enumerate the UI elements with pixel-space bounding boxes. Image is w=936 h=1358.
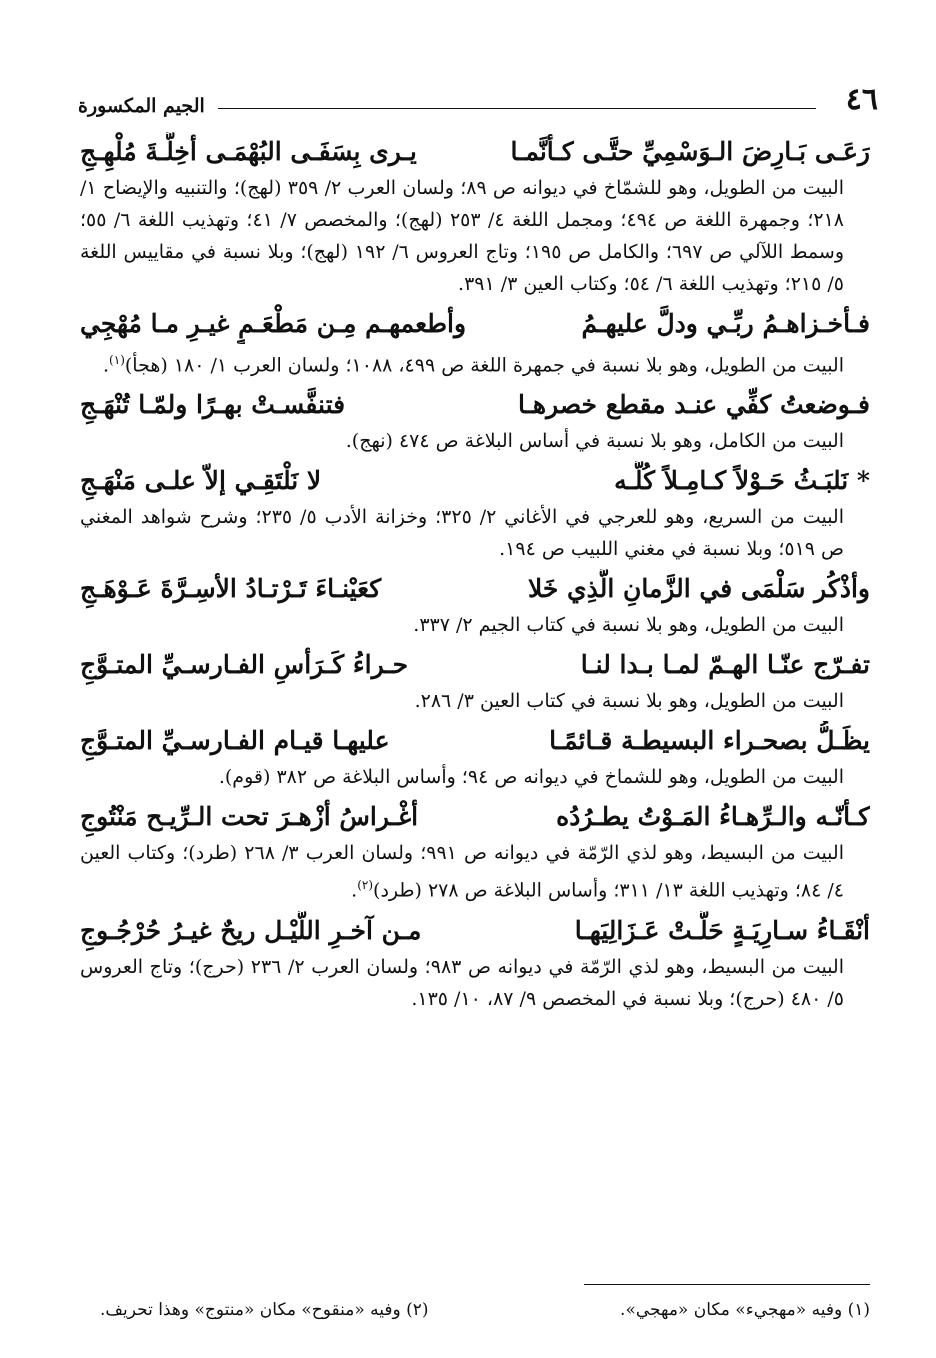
hemistich-second: لا نَلْتَقِـي إلاّ علـى مَنْهَـجِ (80, 466, 322, 496)
verse-source-note: البيت من السريع، وهو للعرجي في الأغاني ٢/ ٣٢٥؛ وخزانة الأدب ٥/ ٢٣٥؛ وشرح شواهد المغني ص ٥١٩؛ وبلا نسبة في مغني اللبيب ص ١٩٤. (80, 506, 844, 561)
footnote-marker: (١) (109, 353, 125, 367)
header-rule (218, 108, 816, 109)
verse-entry (80, 461, 870, 565)
footnote-marker: (٢) (357, 878, 374, 893)
verse-line (80, 645, 870, 685)
verse-source-note: البيت من الكامل، وهو بلا نسبة في أساس البلاغة ص ٤٧٤ (نهج). (345, 430, 844, 453)
verse-line (80, 385, 870, 425)
verse-entry (80, 569, 870, 641)
verse-entry (80, 645, 870, 717)
verse-source-note: البيت من الطويل، وهو بلا نسبة في كتاب العين ٣/ ٢٨٦. (414, 690, 844, 713)
footnote-rule (584, 1284, 870, 1285)
verse-line (80, 132, 870, 172)
footnote-2: (٢) وفيه «منقوح» مكان «منتوج» وهذا تحريف. (100, 1300, 429, 1320)
verse-entry (80, 304, 870, 381)
hemistich-second: كعَيْنـاءَ تَـرْتـادُ الأسِـرَّةَ عَـوْهَـجِ (80, 574, 382, 604)
hemistich-first: وأذْكُر سَلْمَى في الزَّمانِ الَّذِي خَلا (527, 574, 870, 604)
page-number: ٤٦ (845, 82, 878, 117)
hemistich-first: يظَـلُّ بصحـراء البسيطـة قـائمًـا (549, 726, 870, 756)
verse-entry (80, 385, 870, 457)
hemistich-second: مـن آخـرِ اللَّيْـل ريحٌ غيـرُ حُرْجُـوجِ (80, 915, 422, 945)
page-header (78, 84, 878, 124)
verse-line (80, 721, 870, 761)
hemistich-first: فـأخـزاهـمُ ربِّـي ودلَّ عليهـمُ (581, 309, 870, 338)
verse-entry (80, 911, 870, 1015)
verse-source-note: البيت من الطويل، وهو بلا نسبة في كتاب الجيم ٢/ ٣٣٧. (413, 614, 844, 637)
hemistich-second: أغْـراسُ أزْهـرَ تحت الـرِّيـح مَنْتُوجِ (80, 802, 419, 832)
verse-line (80, 569, 870, 609)
footnotes (100, 1296, 870, 1326)
hemistich-second: وأطعمهـم مِـن مَطْعَـمٍ غيـرِ مـا مُهْجِي (80, 309, 467, 338)
hemistich-second: فتنفَّسـتْ بهـرًا ولمّـا تُنْهَـجِ (80, 390, 346, 420)
hemistich-second: حـراءُ كَـرَأسِ الفـارسـيِّ المتـوَّجِ (80, 650, 409, 680)
verse-source-note: البيت من الطويل، وهو بلا نسبة في جمهرة اللغة ص ٤٩٩، ١٠٨٨؛ ولسان العرب ١/ ١٨٠ (هجأ)$^{(١)}$. (103, 353, 844, 377)
hemistich-first: كـأنّـه والـرِّهـاءُ المَـوْتُ يطـرُدُه (556, 802, 870, 832)
verse-entries (80, 132, 870, 1019)
verse-entry (80, 721, 870, 793)
verse-line (80, 911, 870, 951)
verse-source-note: البيت من الطويل، وهو للشمّاخ في ديوانه ص ٨٩؛ ولسان العرب ٢/ ٣٥٩ (لهج)؛ والتنبيه والإيضاح ١/ ٢١٨؛ وجمهرة اللغة ص ٤٩٤؛ ومجمل اللغة ٤/ ٢٥٣ (لهج)؛ والمخصص ٧/ ٤١؛ وتهذيب اللغة ٦/ ٥٥؛ وسمط اللآلي ص ٦٩٧؛ والكامل ص ١٩٥؛ وتاج العروس ٦/ ١٩٢ (لهج)؛ وبلا نسبة في مقاييس اللغة ٥/ ٢١٥؛ وتهذيب اللغة ٦/ ٥٤؛ وكتاب العين ٣/ ٣٩١. (80, 177, 845, 295)
verse-source-note: البيت من الطويل، وهو للشماخ في ديوانه ص ٩٤؛ وأساس البلاغة ص ٣٨٢ (قوم). (218, 766, 844, 789)
verse-entry (80, 132, 870, 300)
hemistich-first: رَعَـى بَـارِضَ الـوَسْمِيِّ حتَّـى كـأنَّمـا (510, 137, 870, 166)
hemistich-second: عليهـا قيـام الفـارسـيِّ المتـوَّجِ (80, 726, 390, 756)
hemistich-first: * نَلبَـثُ حَـوْلاً كـامِـلاً كُلَّـه (614, 466, 870, 496)
verse-line (80, 797, 870, 837)
hemistich-first: تفـرّج عنّـا الهـمّ لمـا بـدا لنـا (580, 650, 870, 680)
note-text: البيت من الطويل، وهو بلا نسبة في جمهرة اللغة ص ٤٩٩، ١٠٨٨؛ ولسان العرب ١/ ١٨٠ (هجأ) (124, 354, 844, 377)
verse-line (80, 461, 870, 501)
hemistich-first: فـوضعتُ كفِّي عنـد مقطع خصرهـا (517, 390, 870, 420)
verse-line (80, 304, 870, 344)
footnote-1: (١) وفيه «مهجيء» مكان «مهجي». (620, 1300, 870, 1320)
running-title: الجيم المكسورة (78, 95, 205, 117)
note-text: البيت من البسيط، وهو لذي الرّمّة في ديوانه ص ٩٩١؛ ولسان العرب ٣/ ٢٦٨ (طرد)؛ وكتاب العين ٤/ ٨٤؛ وتهذيب اللغة ١٣/ ٣١١؛ وأساس البلاغة ص ٢٧٨ (طرد) (80, 842, 844, 902)
verse-source-note: البيت من البسيط، وهو لذي الرّمّة في ديوانه ص ٩٨٣؛ ولسان العرب ٢/ ٢٣٦ (حرج)؛ وتاج العروس ٥/ ٤٨٠ (حرج)؛ وبلا نسبة في المخصص ٩/ ٨٧، ١٠/ ١٣٥. (80, 955, 845, 1010)
hemistich-second: يـرى بِسَفَـى البُهْمَـى أخِلَّـةَ مُلْهِـجِ (80, 137, 417, 166)
verse-source-note: البيت من البسيط، وهو لذي الرّمّة في ديوانه ص ٩٩١؛ ولسان العرب ٣/ ٢٦٨ (طرد)؛ وكتاب العين ٤/ ٨٤؛ وتهذيب اللغة ١٣/ ٣١١؛ وأساس البلاغة ص ٢٧٨ (طرد)$^{(٢)}$. (80, 842, 844, 902)
verse-entry (80, 797, 870, 906)
hemistich-first: أنْقَـاءُ سـارِيَـةٍ حَلَّـتْ عَـزَالِيَهـا (574, 915, 870, 945)
